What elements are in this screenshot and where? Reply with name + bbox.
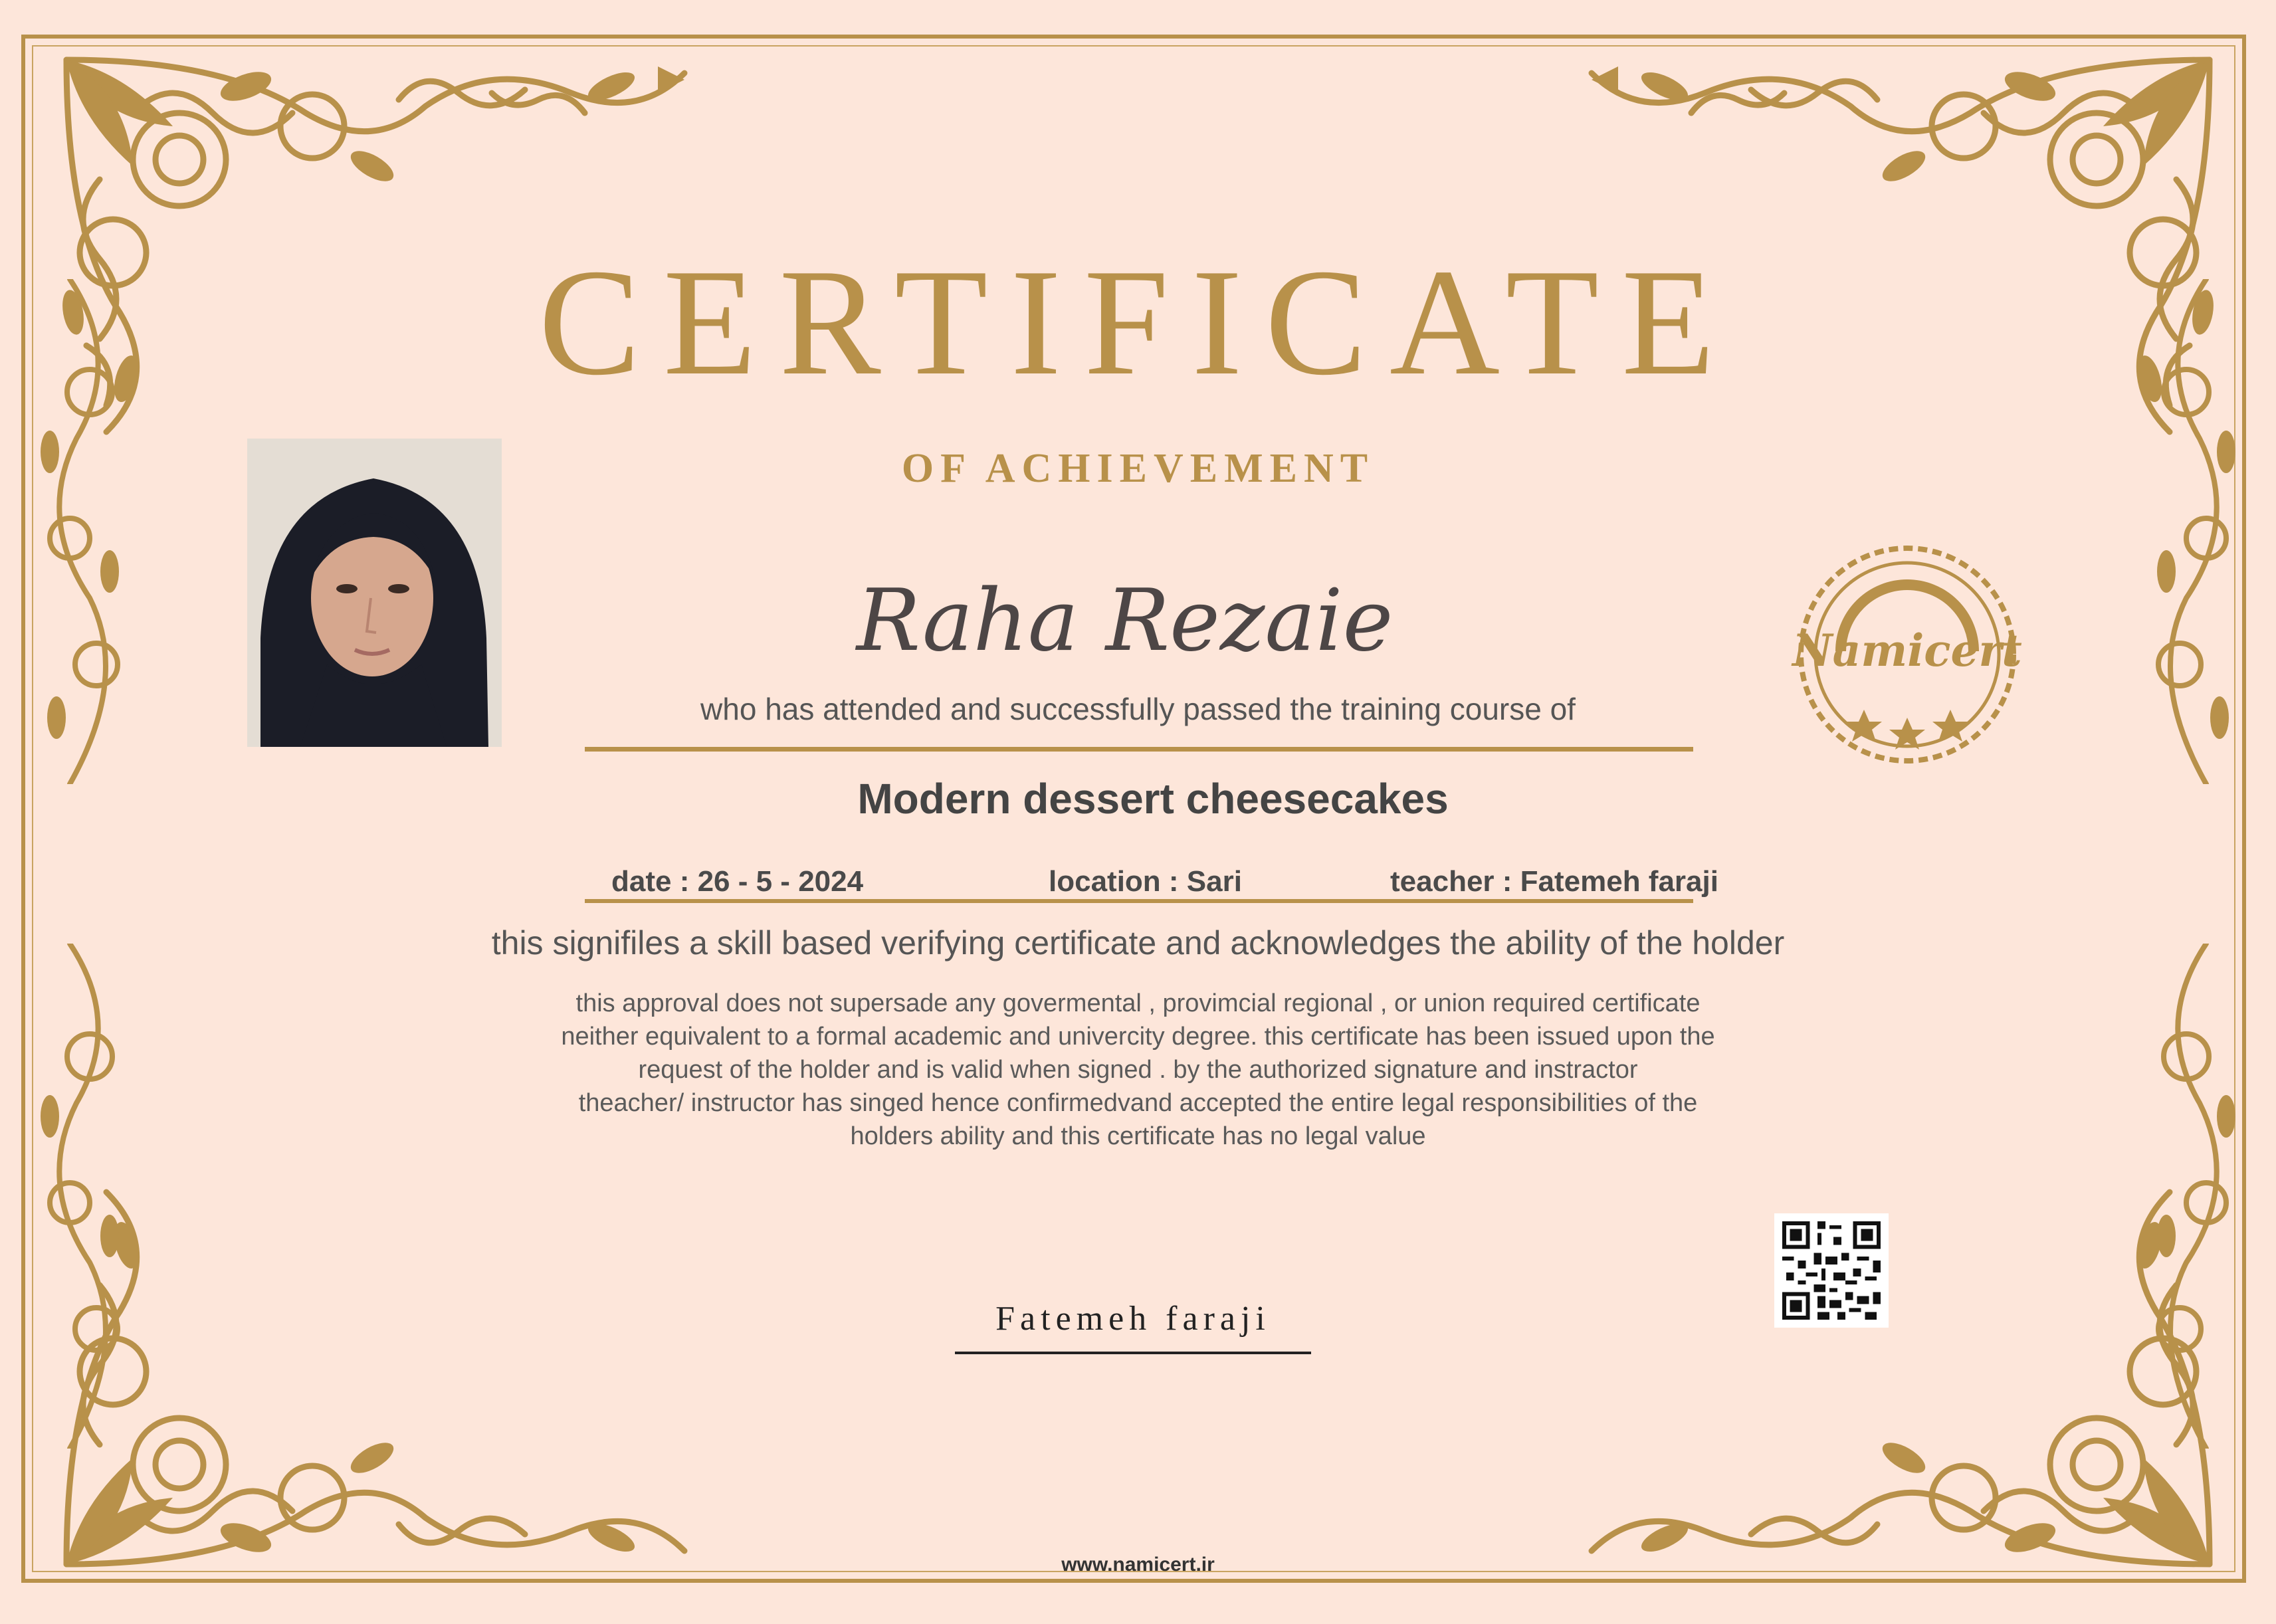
course-name: Modern dessert cheesecakes xyxy=(857,775,1449,823)
namicert-seal-icon xyxy=(1784,532,2030,777)
qr-code-icon[interactable] xyxy=(1774,1213,1889,1328)
certificate-title: CERTIFICATE xyxy=(538,237,1738,407)
certificate-subtitle: OF ACHIEVEMENT xyxy=(901,446,1375,491)
course-location: location : Sari xyxy=(1049,865,1242,898)
disclaimer-line: holders ability and this certificate has no legal value xyxy=(850,1122,1426,1150)
seal-label: Namicert xyxy=(1792,625,2022,676)
recipient-name: Raha Rezaie xyxy=(856,571,1394,670)
disclaimer-line: request of the holder and is valid when signed . by the authorized signature and instractor xyxy=(638,1056,1638,1084)
website-link[interactable]: www.namicert.ir xyxy=(1061,1554,1215,1575)
signifies-statement: this signifiles a skill based verifying certificate and acknowledges the ability of the holder xyxy=(491,924,1785,962)
course-teacher: teacher : Fatemeh faraji xyxy=(1390,865,1718,898)
attended-statement: who has attended and successfully passed the training course of xyxy=(700,692,1576,726)
disclaimer-text xyxy=(465,987,1811,1153)
disclaimer-line: theacher/ instructor has singed hence confirmedvand accepted the entire legal responsibilities of the xyxy=(578,1089,1698,1117)
disclaimer-line: this approval does not supersade any govermental , provimcial regional , or union required certificate xyxy=(575,989,1701,1017)
signature-line xyxy=(955,1352,1311,1354)
side-ornament-left-bottom xyxy=(30,944,136,1449)
divider-line xyxy=(585,747,1693,752)
disclaimer-line: neither equivalent to a formal academic and univercity degree. this certificate has been issued upon the xyxy=(561,1023,1715,1051)
signature-name: Fatemeh faraji xyxy=(995,1300,1271,1338)
course-date: date : 26 - 5 - 2024 xyxy=(611,865,864,898)
side-ornament-right-bottom xyxy=(2140,944,2246,1449)
divider-line xyxy=(585,899,1693,903)
